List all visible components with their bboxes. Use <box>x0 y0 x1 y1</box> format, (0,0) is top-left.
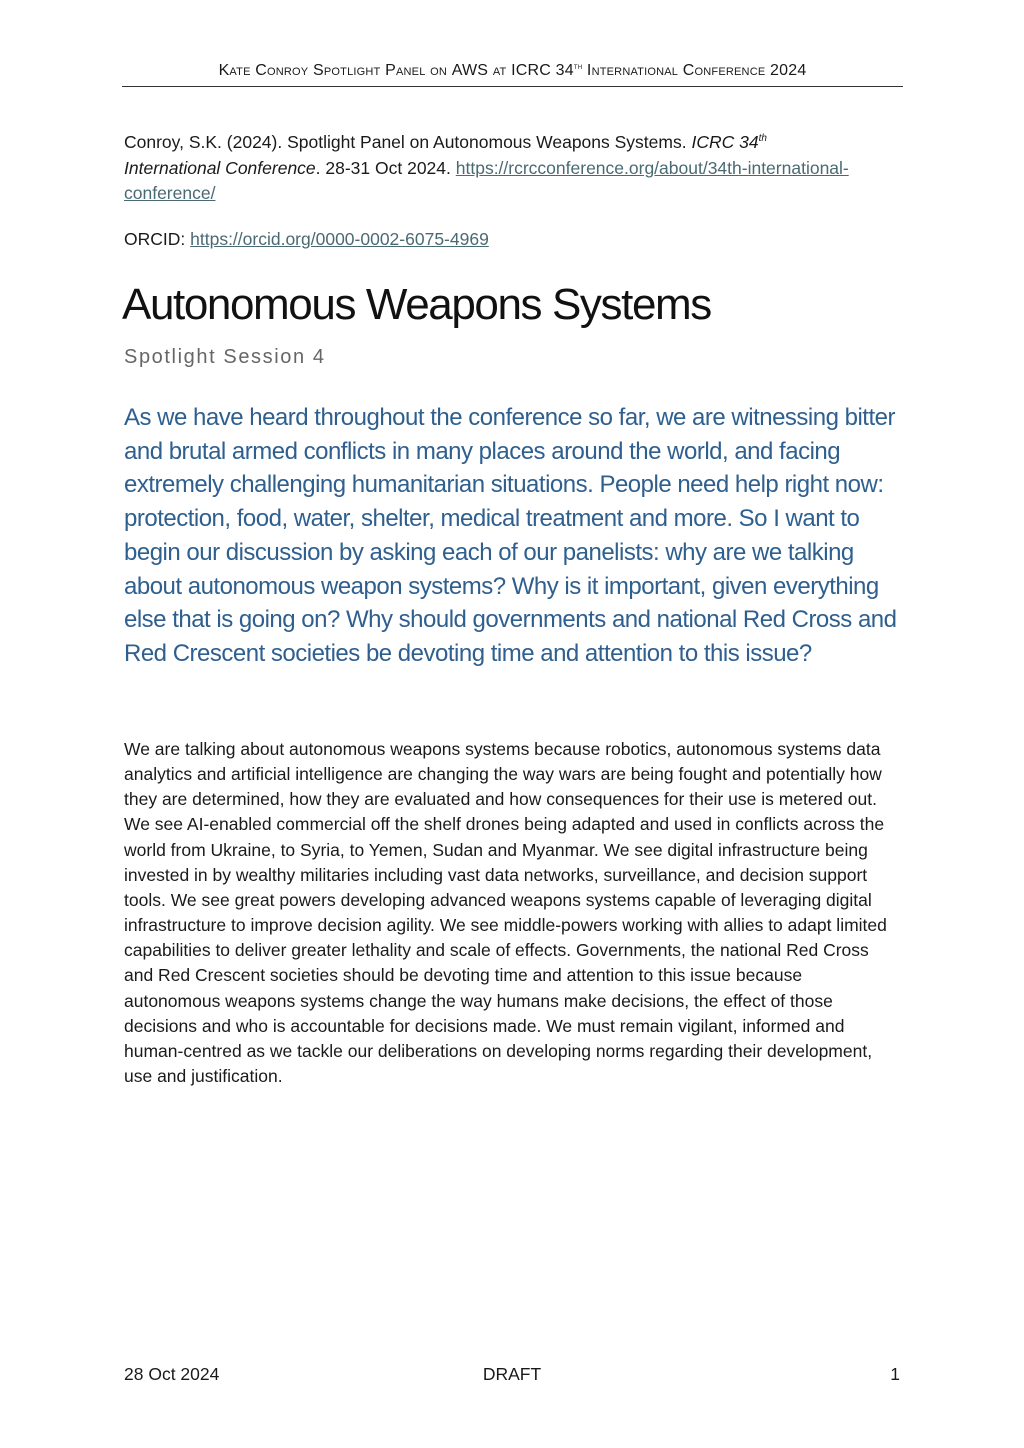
orcid-link[interactable]: https://orcid.org/0000-0002-6075-4969 <box>190 229 489 249</box>
header-text-conference: International Conference <box>582 62 771 79</box>
orcid-line <box>124 227 489 251</box>
header-text-aws: AWS <box>451 62 489 79</box>
footer-page-number: 1 <box>890 1364 900 1384</box>
citation-venue-superscript: th <box>758 133 767 144</box>
running-header <box>122 62 903 87</box>
footer-date: 28 Oct 2024 <box>124 1364 220 1384</box>
header-text-author: Kate Conroy Spotlight Panel on <box>218 62 452 79</box>
header-text-year: 2024 <box>770 62 807 79</box>
citation-venue-rest: International Conference <box>124 157 316 178</box>
citation-block <box>124 126 884 207</box>
header-text-at: at <box>488 62 512 79</box>
header-text-icrc: ICRC 34 <box>511 62 574 79</box>
orcid-label: ORCID: <box>124 229 191 249</box>
panel-question: As we have heard throughout the conference so far, we are witnessing bitter and brutal armed conflicts in many places around the world, and facing extremely challenging humanitarian situations. People need help right now: protection, food, water, shelter, medical treatment and more. So I want to begin our discussion by asking each of our panelists: why are we talking about autonomous weapon systems? Why is it important, given everything else that is going on? Why should governments and national Red Cross and Red Crescent societies be devoting time and attention to this issue? <box>124 404 897 667</box>
citation-date: . 28-31 Oct 2024. <box>315 157 456 178</box>
document-subtitle: Spotlight Session 4 <box>124 346 326 368</box>
document-title: Autonomous Weapons Systems <box>122 280 711 329</box>
footer-status: DRAFT <box>482 1364 542 1384</box>
conference-link[interactable]: https://rcrcconference.org/about/34th-international-conference/ <box>124 157 849 203</box>
header-superscript: th <box>573 62 583 71</box>
panel-answer: We are talking about autonomous weapons systems because robotics, autonomous systems data analytics and artificial intelligence are changing the way wars are being fought and potentially how they are determined, how they are evaluated and how consequences for their use is metered out. We see AI-enabled commercial off the shelf drones being adapted and used in conflicts across the world from Ukraine, to Syria, to Yemen, Sudan and Myanmar. We see digital infrastructure being invested in by wealthy militaries including vast data networks, surveillance, and decision support tools. We see great powers developing advanced weapons systems capable of leveraging digital infrastructure to improve decision agility. We see middle-powers working with allies to adapt limited capabilities to deliver greater lethality and scale of effects. Governments, the national Red Cross and Red Crescent societies should be devoting time and attention to this issue because autonomous weapons systems change the way humans make decisions, the effect of those decisions and who is accountable for decisions made. We must remain vigilant, informed and human-centred as we tackle our deliberations on developing norms regarding their development, use and justification. <box>124 739 887 1087</box>
citation-venue: ICRC 34 <box>691 132 759 152</box>
citation-text: Conroy, S.K. (2024). Spotlight Panel on Autonomous Weapons Systems. <box>124 132 692 152</box>
